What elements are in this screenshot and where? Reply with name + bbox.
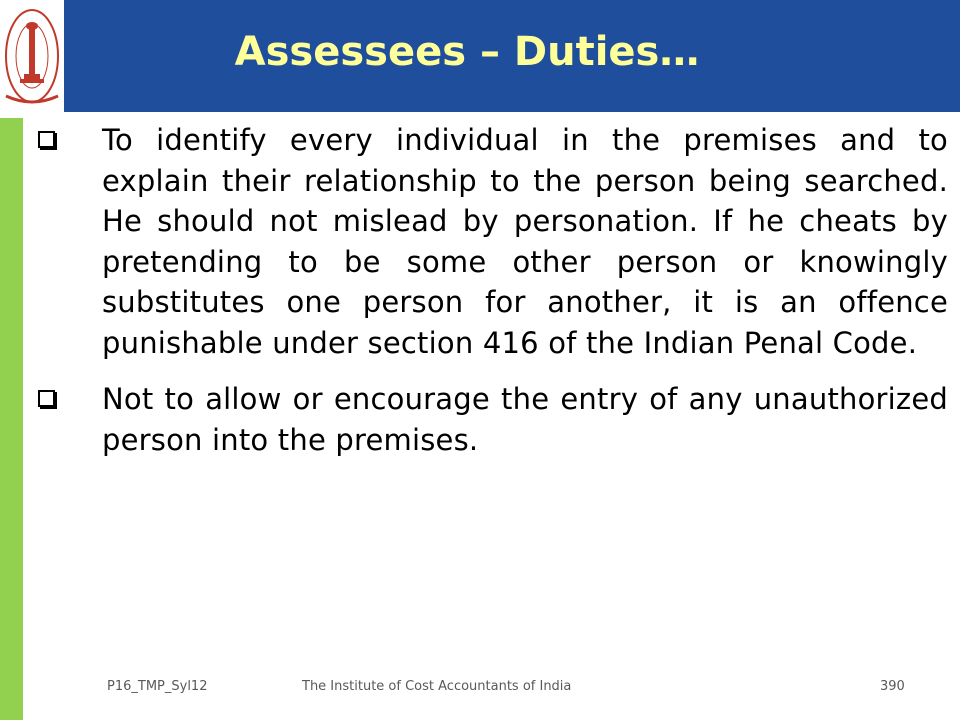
side-accent-bar <box>0 118 23 720</box>
title-bar <box>64 0 960 112</box>
footer-code: P16_TMP_Syl12 <box>107 679 208 694</box>
bullet-text: To identify every individual in the premises and to explain their relationship to the person being searched. He should not mislead by personation. If he cheats by pretending to be some other person or knowingly substitutes one person for another, it is an offence punishable under section 416 of the Indian Penal Code. <box>102 123 948 360</box>
slide-title: Assessees – Duties… <box>234 29 700 75</box>
checkbox-icon <box>38 131 55 148</box>
checkbox-icon <box>38 390 55 407</box>
bullet-text: Not to allow or encourage the entry of any unauthorized person into the premises. <box>102 382 948 457</box>
page-number: 390 <box>880 679 905 694</box>
institute-seal-logo-icon <box>0 0 64 112</box>
bullet-item <box>36 379 948 460</box>
slide-content <box>36 120 948 460</box>
bullet-item <box>36 120 948 363</box>
institute-logo <box>0 0 64 112</box>
footer-organization: The Institute of Cost Accountants of India <box>302 679 572 694</box>
